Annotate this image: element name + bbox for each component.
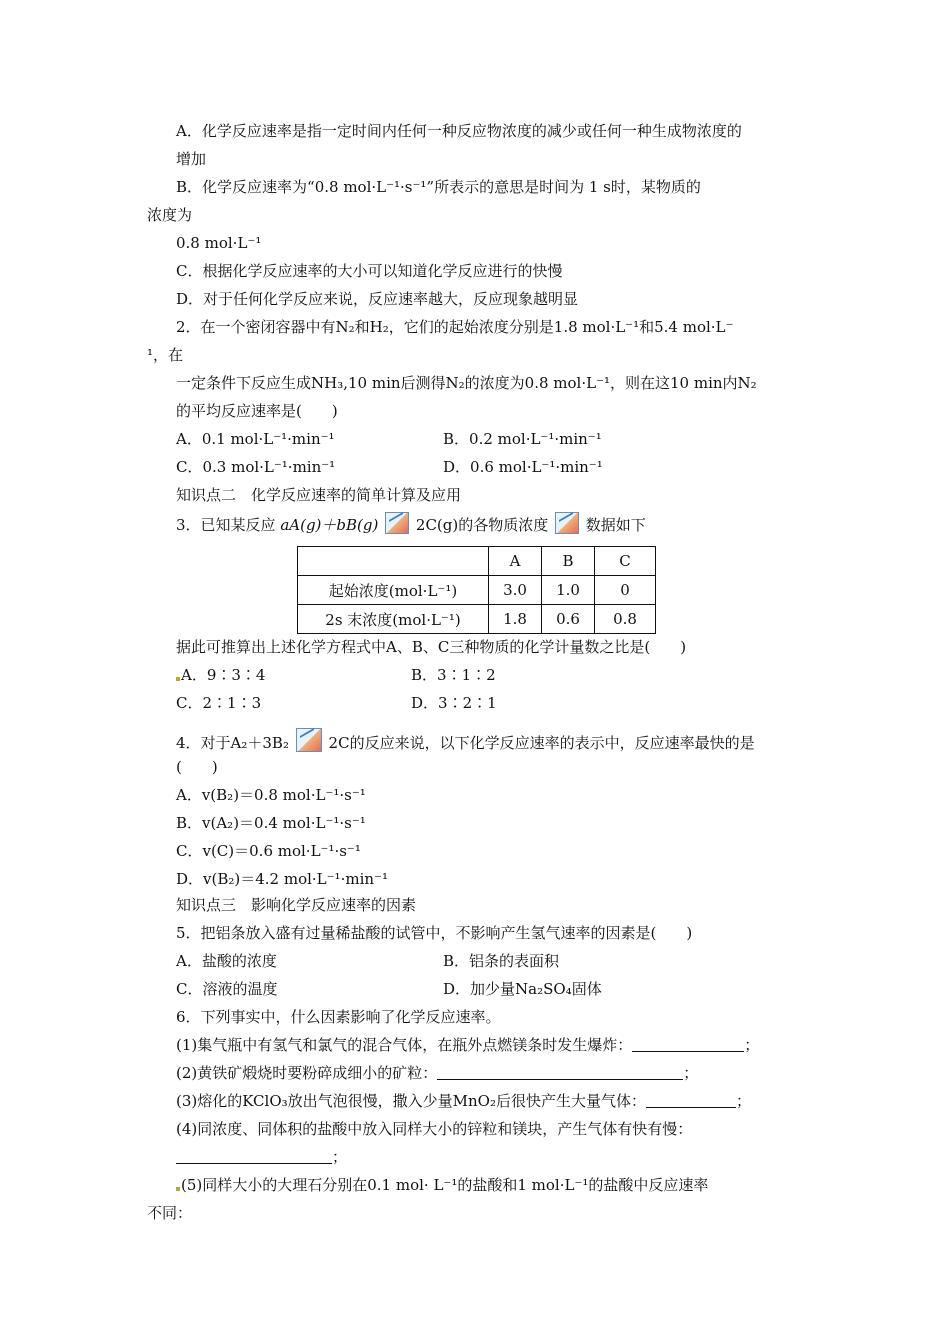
broken-image-icon	[296, 728, 322, 752]
q2-line4: 的平均反应速率是( )	[176, 402, 338, 420]
broken-image-icon	[385, 512, 409, 534]
q5-option-d: D．加少量Na₂SO₄固体	[443, 980, 602, 998]
q2-option-b: B．0.2 mol·L⁻¹·min⁻¹	[443, 430, 602, 448]
table-header-cell	[298, 547, 489, 576]
q6-sub2-text: (2)黄铁矿煅烧时要粉碎成细小的矿粒：	[176, 1064, 438, 1082]
q4-line2: ( )	[176, 758, 218, 776]
q5-option-a: A．盐酸的浓度	[176, 952, 277, 970]
concentration-table	[297, 546, 656, 634]
marker-dot	[176, 677, 180, 681]
q6-sub1-text: (1)集气瓶中有氢气和氯气的混合气体，在瓶外点燃镁条时发生爆炸：	[176, 1036, 633, 1054]
q3-option-b: B．3∶1∶2	[411, 666, 496, 684]
q6-sub2	[176, 1062, 698, 1084]
q4-option-c: C．v(C)＝0.6 mol·L⁻¹·s⁻¹	[176, 842, 361, 860]
q1-option-b-line1: B．化学反应速率为“0.8 mol·L⁻¹·s⁻¹”所表示的意思是时间为 1 s时，某物质的	[176, 178, 701, 196]
answer-blank[interactable]	[176, 1148, 332, 1164]
q6-line1: 6．下列事实中，什么因素影响了化学反应速率。	[176, 1008, 501, 1026]
q6-sub3-end: ；	[735, 1092, 751, 1110]
q4-line1	[176, 728, 755, 754]
q2-option-d: D．0.6 mol·L⁻¹·min⁻¹	[443, 458, 603, 476]
q6-sub5-line1	[176, 1174, 708, 1196]
q6-sub5-line2: 不同：	[147, 1204, 193, 1222]
table-cell: 0.8	[595, 605, 656, 634]
q2-line1: 2．在一个密闭容器中有N₂和H₂，它们的起始浓度分别是1.8 mol·L⁻¹和5.4 mol·L⁻	[176, 318, 734, 336]
q6-sub1	[176, 1034, 759, 1056]
q2-line3: 一定条件下反应生成NH₃,10 min后测得N₂的浓度为0.8 mol·L⁻¹，则在这10 min内N₂	[176, 374, 757, 392]
table-header-row	[298, 547, 656, 576]
table-cell: 2s 末浓度(mol·L⁻¹)	[298, 605, 489, 634]
q1-option-b-line2: 浓度为	[147, 206, 193, 224]
marker-dot	[176, 1187, 180, 1191]
q1-option-d: D．对于任何化学反应来说，反应速率越大，反应现象越明显	[176, 290, 579, 308]
q2-option-c: C．0.3 mol·L⁻¹·min⁻¹	[176, 458, 336, 476]
q6-sub3-text: (3)熔化的KClO₃放出气泡很慢，撒入少量MnO₂后很快产生大量气体：	[176, 1092, 646, 1110]
answer-blank[interactable]	[646, 1092, 736, 1108]
q5-option-b: B．铝条的表面积	[443, 952, 560, 970]
table-header-cell: B	[542, 547, 595, 576]
table-cell: 0	[595, 576, 656, 605]
q3-option-c: C．2∶1∶3	[176, 694, 262, 712]
q5-line1: 5．把铝条放入盛有过量稀盐酸的试管中，不影响产生氢气速率的因素是( )	[176, 924, 693, 942]
q3-equation-left: aA(g)＋bB(g)	[280, 516, 379, 534]
table-cell: 1.8	[489, 605, 542, 634]
q6-sub4: (4)同浓度、同体积的盐酸中放入同样大小的锌粒和镁块，产生气体有快有慢：	[176, 1120, 693, 1138]
q4-option-b: B．v(A₂)＝0.4 mol·L⁻¹·s⁻¹	[176, 814, 366, 832]
q4-line1-b: 2C的反应来说，以下化学反应速率的表示中，反应速率最快的是	[328, 734, 755, 752]
table-row	[298, 576, 656, 605]
q4-option-d: D．v(B₂)＝4.2 mol·L⁻¹·min⁻¹	[176, 870, 388, 888]
q1-option-c: C．根据化学反应速率的大小可以知道化学反应进行的快慢	[176, 262, 563, 280]
q6-sub4-answer	[176, 1146, 347, 1168]
q2-option-a: A．0.1 mol·L⁻¹·min⁻¹	[176, 430, 335, 448]
q3-line1	[176, 512, 646, 536]
q6-sub2-end: ；	[683, 1064, 699, 1082]
q1-option-a-line1: A．化学反应速率是指一定时间内任何一种反应物浓度的减少或任何一种生成物浓度的	[176, 122, 742, 140]
q3-line1-c: 2C(g)的各物质浓度	[415, 516, 549, 534]
q3-line1-a: 3．已知某反应	[176, 516, 276, 534]
q1-option-a-line2: 增加	[176, 150, 207, 168]
q4-option-a: A．v(B₂)＝0.8 mol·L⁻¹·s⁻¹	[176, 786, 366, 804]
q2-line2: ¹，在	[147, 346, 184, 364]
q6-sub4-end: ；	[332, 1148, 348, 1166]
table-cell: 3.0	[489, 576, 542, 605]
table-cell: 起始浓度(mol·L⁻¹)	[298, 576, 489, 605]
q6-sub1-end: ；	[744, 1036, 760, 1054]
q3-line2: 据此可推算出上述化学方程式中A、B、C三种物质的化学计量数之比是( )	[176, 638, 687, 656]
q3-option-a-text: A．9∶3∶4	[181, 666, 266, 684]
q5-option-c: C．溶液的温度	[176, 980, 278, 998]
table-row	[298, 605, 656, 634]
q6-sub3	[176, 1090, 751, 1112]
table-cell: 1.0	[542, 576, 595, 605]
answer-blank[interactable]	[437, 1064, 683, 1080]
answer-blank[interactable]	[632, 1036, 744, 1052]
section-heading-2: 知识点二 化学反应速率的简单计算及应用	[176, 486, 462, 504]
table-header-cell: A	[489, 547, 542, 576]
table-header-cell: C	[595, 547, 656, 576]
broken-image-icon	[555, 512, 579, 534]
section-heading-3: 知识点三 影响化学反应速率的因素	[176, 896, 417, 914]
q1-option-b-line3: 0.8 mol·L⁻¹	[176, 234, 262, 252]
q6-sub5-text: (5)同样大小的大理石分别在0.1 mol· L⁻¹的盐酸和1 mol·L⁻¹的盐酸中反应速率	[181, 1176, 709, 1194]
q3-option-d: D．3∶2∶1	[411, 694, 497, 712]
q4-line1-a: 4．对于A₂＋3B₂	[176, 734, 289, 752]
q3-line1-d: 数据如下	[585, 516, 646, 534]
table-cell: 0.6	[542, 605, 595, 634]
q3-option-a	[176, 664, 265, 686]
